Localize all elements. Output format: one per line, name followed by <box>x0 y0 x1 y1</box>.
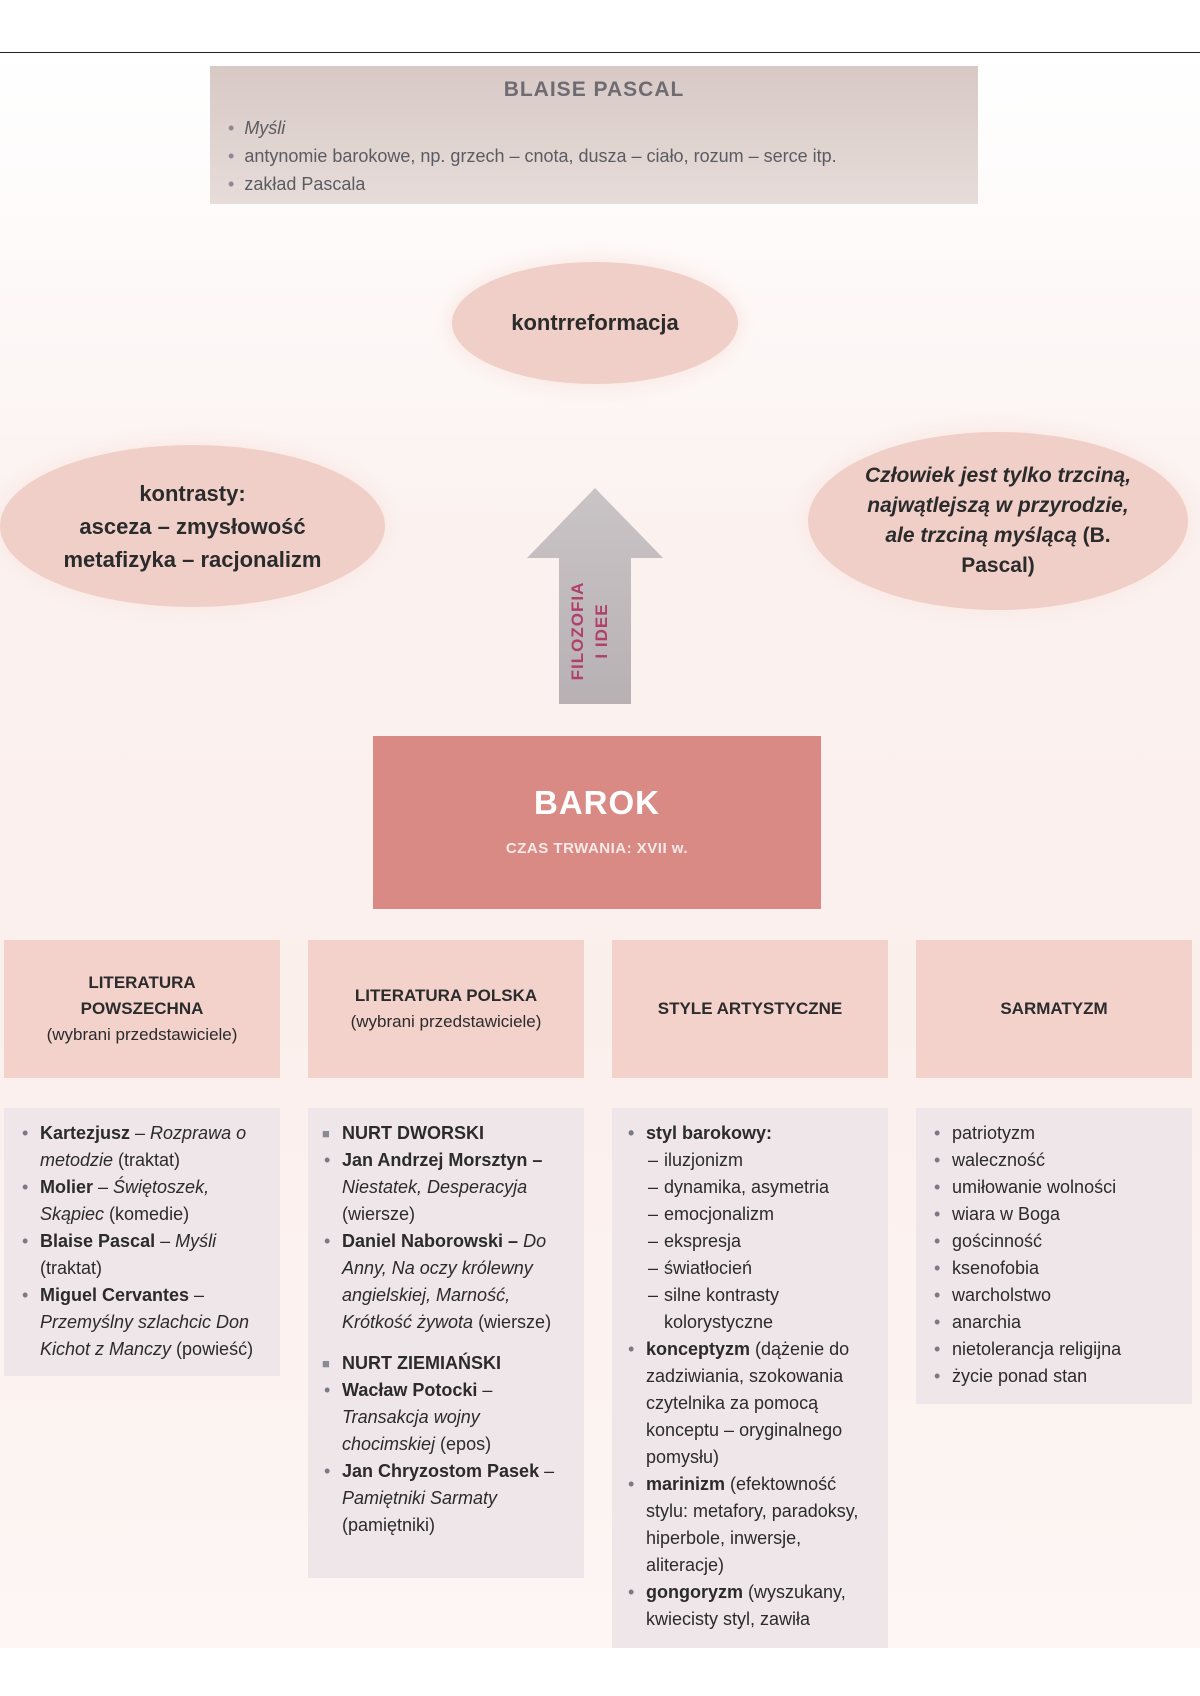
header-style-artystyczne: STYLE ARTYSTYCZNE <box>612 940 888 1078</box>
list-item: • Kartezjusz – Rozprawa o metodzie (traktat) <box>18 1120 268 1174</box>
list-item: • patriotyzm <box>930 1120 1182 1147</box>
list-item: • antynomie barokowe, np. grzech – cnota, dusza – ciało, rozum – serce itp. <box>228 142 837 170</box>
contrasts-ellipse <box>0 445 385 607</box>
list-item: – ekspresja <box>624 1228 878 1255</box>
list-item: • Wacław Potocki – Transakcja wojny chocimskiej (epos) <box>320 1377 574 1458</box>
list-item: • Miguel Cervantes – Przemyślny szlachcic Don Kichot z Manczy (powieść) <box>18 1282 268 1363</box>
column-literatura-polska <box>308 1108 584 1578</box>
arrow-label-line: FILOZOFIA <box>568 581 587 681</box>
list-item: • anarchia <box>930 1309 1182 1336</box>
counter-reformation-ellipse <box>452 262 738 384</box>
list-item: • konceptyzm (dążenie do zadziwiania, szokowania czytelnika za pomocą konceptu – oryginalnego pomysłu) <box>624 1336 878 1471</box>
list-item: ■ NURT ZIEMIAŃSKI <box>320 1350 574 1377</box>
list-item: • warcholstwo <box>930 1282 1182 1309</box>
top-divider <box>0 52 1200 53</box>
quote-text: Człowiek jest tylko trzciną, najwątlejszą w przyrodzie, ale trzciną myślącą <box>864 464 1132 547</box>
list-item: – światłocień <box>624 1255 878 1282</box>
quote-author: (B. Pascal) <box>961 524 1111 577</box>
ellipse-line: asceza – zmysłowość <box>79 513 306 539</box>
list-item: • nietolerancja religijna <box>930 1336 1182 1363</box>
list-item: – silne kontrasty kolorystyczne <box>624 1282 878 1336</box>
list-item: – dynamika, asymetria <box>624 1174 878 1201</box>
list-item: • marinizm (efektowność stylu: metafory, paradoksy, hiperbole, inwersje, aliteracje) <box>624 1471 878 1579</box>
pascal-quote-ellipse <box>808 432 1188 610</box>
list-item: ■ NURT DWORSKI <box>320 1120 574 1147</box>
list-item: • Jan Andrzej Morsztyn – Niestatek, Desperacyja (wiersze) <box>320 1147 574 1228</box>
list-item: • umiłowanie wolności <box>930 1174 1182 1201</box>
barok-title: BAROK <box>534 784 660 821</box>
pascal-title: BLAISE PASCAL <box>503 78 685 101</box>
column-literatura-powszechna <box>4 1108 280 1376</box>
list-item: • zakład Pascala <box>228 170 837 198</box>
list-item: – emocjonalizm <box>624 1201 878 1228</box>
list-item: • wiara w Boga <box>930 1201 1182 1228</box>
list-item: • Jan Chryzostom Pasek – Pamiętniki Sarmaty (pamiętniki) <box>320 1458 574 1539</box>
header-sarmatyzm: SARMATYZM <box>916 940 1192 1078</box>
list-item: • ksenofobia <box>930 1255 1182 1282</box>
header-literatura-polska: LITERATURA POLSKA (wybrani przedstawiciele) <box>308 940 584 1078</box>
column-style-artystyczne <box>612 1108 888 1668</box>
ellipse-line: metafizyka – racjonalizm <box>63 546 322 572</box>
list-item: • Daniel Naborowski – Do Anny, Na oczy królewny angielskiej, Marność, Krótkość żywota (wiersze) <box>320 1228 574 1336</box>
list-item: • Blaise Pascal – Myśli (traktat) <box>18 1228 268 1282</box>
barok-subtitle: CZAS TRWANIA: XVII w. <box>505 840 689 857</box>
ellipse-label: kontrreformacja <box>511 310 679 335</box>
list-item: • styl barokowy: <box>624 1120 878 1147</box>
arrow-label-line: I IDEE <box>592 603 611 659</box>
list-item: • Myśli <box>228 114 837 142</box>
list-item: • Molier – Świętoszek, Skąpiec (komedie) <box>18 1174 268 1228</box>
ellipse-line: kontrasty: <box>139 480 246 506</box>
header-literatura-powszechna: LITERATURA POWSZECHNA (wybrani przedstawiciele) <box>4 940 280 1078</box>
list-item: • życie ponad stan <box>930 1363 1182 1390</box>
list-item: • waleczność <box>930 1147 1182 1174</box>
list-item: • gościnność <box>930 1228 1182 1255</box>
pascal-box <box>210 66 978 204</box>
pascal-list <box>228 114 837 198</box>
barok-box <box>373 736 821 909</box>
up-arrow-icon <box>525 486 665 706</box>
list-item: • gongoryzm (wyszukany, kwiecisty styl, zawiła <box>624 1579 878 1633</box>
bottom-margin <box>0 1648 1200 1696</box>
list-item: – iluzjonizm <box>624 1147 878 1174</box>
column-sarmatyzm <box>916 1108 1192 1404</box>
